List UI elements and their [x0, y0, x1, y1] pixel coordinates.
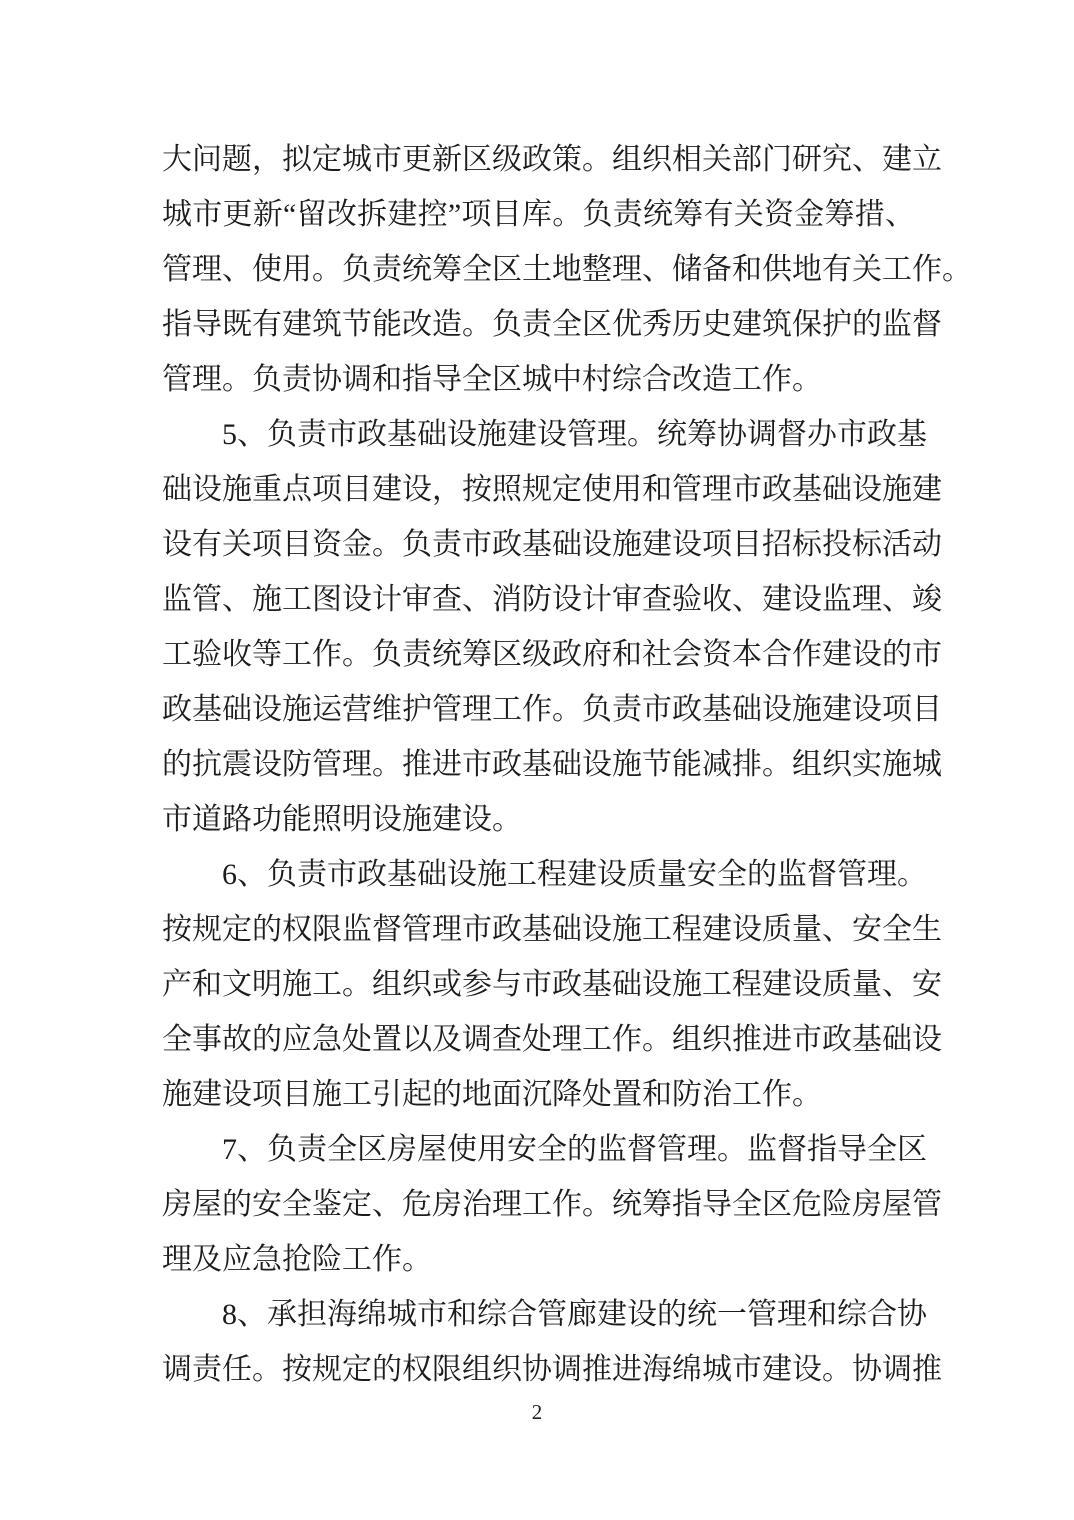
text-line: 房屋的安全鉴定、危房治理工作。统筹指导全区危险房屋管 [162, 1188, 942, 1221]
paragraph [162, 1287, 942, 1397]
text-line: 工验收等工作。负责统筹区级政府和社会资本合作建设的市 [162, 638, 942, 671]
text-line: 产和文明施工。组织或参与市政基础设施工程建设质量、安 [162, 968, 942, 1001]
text-line: 设有关项目资金。负责市政基础设施建设项目招标投标活动 [162, 528, 942, 561]
paragraph [162, 847, 942, 1122]
text-line: 管理。负责协调和指导全区城中村综合改造工作。 [162, 363, 822, 396]
paragraph [162, 132, 972, 407]
text-line: 政基础设施运营维护管理工作。负责市政基础设施建设项目 [162, 693, 942, 726]
text-line: 7、负责全区房屋使用安全的监督管理。监督指导全区 [222, 1133, 927, 1166]
text-line: 城市更新“留改拆建控”项目库。负责统筹有关资金筹措、 [162, 198, 915, 231]
text-line: 指导既有建筑节能改造。负责全区优秀历史建筑保护的监督 [162, 308, 942, 341]
text-line: 大问题，拟定城市更新区级政策。组织相关部门研究、建立 [162, 143, 942, 176]
text-line: 础设施重点项目建设，按照规定使用和管理市政基础设施建 [162, 473, 942, 506]
text-line: 8、承担海绵城市和综合管廊建设的统一管理和综合协 [222, 1298, 927, 1331]
text-line: 管理、使用。负责统筹全区土地整理、储备和供地有关工作。 [162, 253, 972, 286]
paragraph [162, 1122, 942, 1287]
text-line: 理及应急抢险工作。 [162, 1243, 432, 1276]
document-body [162, 132, 972, 1397]
text-line: 6、负责市政基础设施工程建设质量安全的监督管理。 [222, 858, 927, 891]
text-line: 按规定的权限监督管理市政基础设施工程建设质量、安全生 [162, 913, 942, 946]
paragraph [162, 407, 942, 847]
text-line: 的抗震设防管理。推进市政基础设施节能减排。组织实施城 [162, 748, 942, 781]
text-line: 施建设项目施工引起的地面沉降处置和防治工作。 [162, 1078, 822, 1111]
text-line: 5、负责市政基础设施建设管理。统筹协调督办市政基 [222, 418, 927, 451]
page-number: 2 [531, 1400, 543, 1424]
text-line: 监管、施工图设计审查、消防设计审查验收、建设监理、竣 [162, 583, 942, 616]
text-line: 调责任。按规定的权限组织协调推进海绵城市建设。协调推 [162, 1353, 942, 1386]
text-line: 市道路功能照明设施建设。 [162, 803, 522, 836]
text-line: 全事故的应急处置以及调查处理工作。组织推进市政基础设 [162, 1023, 942, 1056]
